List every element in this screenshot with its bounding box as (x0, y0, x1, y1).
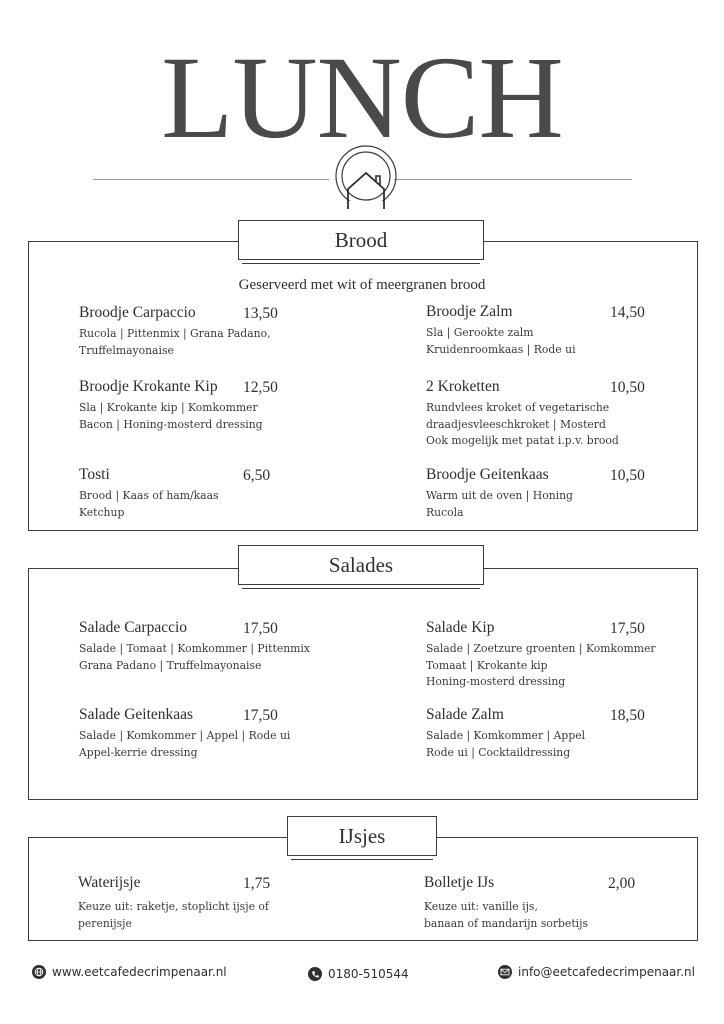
menu-item-price: 6,50 (243, 467, 271, 484)
globe-icon (32, 965, 46, 979)
phone-icon (308, 967, 322, 981)
menu-item-description: Rucola | Pittenmix | Grana Padano, Truffelmayonaise (79, 327, 271, 357)
menu-item-name: Broodje Carpaccio (79, 304, 196, 321)
menu-item-name: 2 Kroketten (426, 378, 500, 395)
menu-item-description: Salade | Tomaat | Komkommer | Pittenmix Grana Padano | Truffelmayonaise (79, 642, 310, 672)
menu-item-description: Salade | Zoetzure groenten | Komkommer Tomaat | Krokante kip Honing-mosterd dressing (426, 642, 656, 688)
footer-phone[interactable] (308, 964, 409, 984)
menu-item-name: Bolletje IJs (424, 874, 495, 891)
website-link[interactable]: www.eetcafedecrimpenaar.nl (52, 965, 227, 979)
menu-item-description: Salade | Komkommer | Appel | Rode ui Appel-kerrie dressing (79, 729, 291, 759)
title-divider-right (394, 179, 632, 180)
page-title: LUNCH (161, 32, 563, 163)
menu-item-name: Salade Geitenkaas (79, 706, 194, 723)
menu-item-name: Salade Carpaccio (79, 619, 188, 636)
menu-item-price: 2,00 (608, 875, 636, 892)
menu-item-description: Keuze uit: raketje, stoplicht ijsje of perenijsje (78, 900, 269, 930)
menu-item-price: 10,50 (610, 379, 645, 396)
menu-item-price: 14,50 (610, 304, 645, 321)
ijsjes-section-label: IJsjes (287, 816, 437, 856)
title-divider-left (93, 179, 329, 180)
menu-item-description: Sla | Krokante kip | Komkommer Bacon | Honing-mosterd dressing (79, 401, 263, 431)
phone-number[interactable]: 0180-510544 (328, 967, 409, 981)
menu-item-name: Tosti (79, 466, 110, 483)
salades-section-label: Salades (238, 545, 484, 585)
footer-website[interactable] (32, 962, 227, 982)
menu-item-price: 17,50 (243, 620, 278, 637)
menu-item-name: Broodje Krokante Kip (79, 378, 218, 395)
house-in-circle-logo (330, 143, 402, 213)
menu-item-description: Keuze uit: vanille ijs, banaan of mandarijn sorbetijs (424, 900, 588, 930)
menu-item-description: Brood | Kaas of ham/kaas Ketchup (79, 489, 219, 519)
menu-item-price: 1,75 (243, 875, 271, 892)
menu-item-description: Warm uit de oven | Honing Rucola (426, 489, 573, 519)
brood-section-subtitle: Geserveerd met wit of meergranen brood (238, 277, 486, 293)
menu-item-price: 10,50 (610, 467, 645, 484)
menu-item-name: Broodje Zalm (426, 303, 513, 320)
menu-item-name: Broodje Geitenkaas (426, 466, 549, 483)
menu-item-price: 17,50 (610, 620, 645, 637)
email-link[interactable]: info@eetcafedecrimpenaar.nl (518, 965, 695, 979)
menu-item-price: 18,50 (610, 707, 645, 724)
menu-item-description: Sla | Gerookte zalm Kruidenroomkaas | Rode ui (426, 326, 576, 356)
menu-item-price: 13,50 (243, 305, 278, 322)
envelope-icon (498, 965, 512, 979)
menu-item-description: Salade | Komkommer | Appel Rode ui | Cocktaildressing (426, 729, 586, 759)
menu-item-price: 17,50 (243, 707, 278, 724)
menu-item-description: Rundvlees kroket of vegetarische draadjesvleeschkroket | Mosterd Ook mogelijk met patat i.p.v. brood (426, 401, 619, 447)
menu-item-name: Waterijsje (78, 874, 141, 891)
menu-item-name: Salade Kip (426, 619, 495, 636)
footer-email[interactable] (498, 962, 695, 982)
menu-item-name: Salade Zalm (426, 706, 504, 723)
menu-item-price: 12,50 (243, 379, 278, 396)
brood-section-label: Brood (238, 220, 484, 260)
